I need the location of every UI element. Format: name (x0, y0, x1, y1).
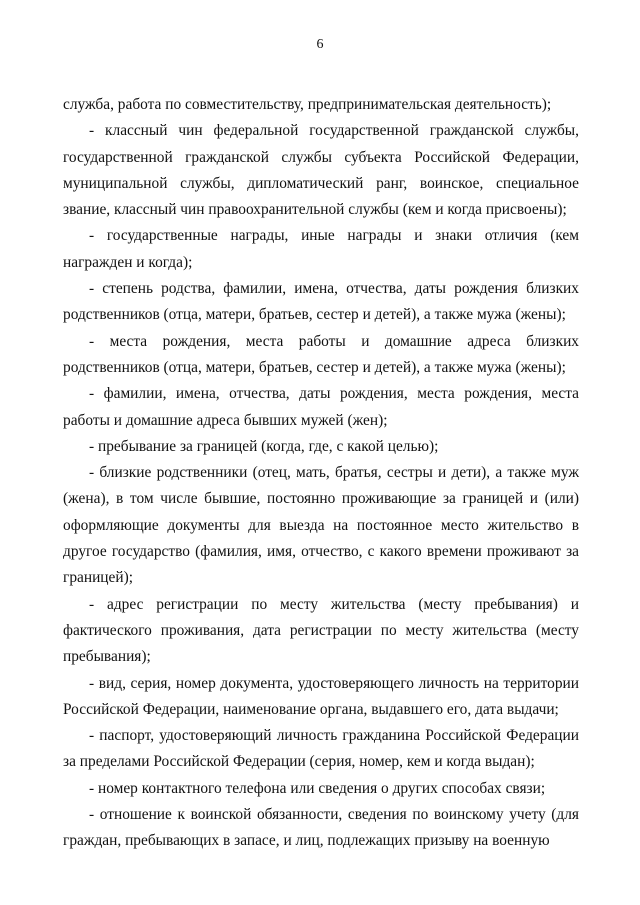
paragraph-contact-phone: - номер контактного телефона или сведения о других способах связи; (89, 779, 546, 797)
paragraph-relatives-kinship: - степень родства, фамилии, имена, отчества, даты рождения близких родственников (отца, матери, братьев, сестер и детей), а также мужа (жены); (63, 280, 579, 324)
paragraph-state-awards: - государственные награды, иные награды и знаки отличия (кем награжден и когда); (63, 227, 579, 271)
paragraph-former-spouses: - фамилии, имена, отчества, даты рождения, места рождения, места работы и домашние адреса бывших мужей (жен); (63, 385, 579, 429)
paragraph-registration-address: - адрес регистрации по месту жительства (месту пребывания) и фактического проживания, дата регистрации по месту жительства (месту пребывания); (63, 595, 579, 666)
paragraph-continuation: служба, работа по совместительству, предпринимательская деятельность); (63, 96, 552, 113)
paragraph-military-duty: - отношение к воинской обязанности, сведения по воинскому учету (для граждан, пребывающих в запасе, и лиц, подлежащих призыву на военную (63, 806, 579, 850)
paragraph-class-rank: - классный чин федеральной государственной гражданской службы, государственной гражданской службы субъекта Российской Федерации, муниципальной службы, дипломатический ранг, воинское, специальное звание, классный чин правоохранительной службы (кем и когда присвоены); (63, 122, 579, 219)
paragraph-identity-document: - вид, серия, номер документа, удостоверяющего личность на территории Российской Федерации, наименование органа, выдавшего его, дата выдачи; (63, 674, 579, 718)
paragraph-stay-abroad: - пребывание за границей (когда, где, с какой целью); (89, 437, 439, 455)
paragraph-relatives-abroad: - близкие родственники (отец, мать, братья, сестры и дети), а также муж (жена), в том числе бывшие, постоянно проживающие за границей и (или) оформляющие документы для выезда на постоянное место жительство в другое государство (фамилия, имя, отчество, с какого времени проживают за границей); (63, 464, 579, 587)
paragraph-foreign-passport: - паспорт, удостоверяющий личность гражданина Российской Федерации за пределами Российской Федерации (серия, номер, кем и когда выдан); (63, 727, 579, 771)
page-number: 6 (316, 37, 324, 52)
paragraph-relatives-addresses: - места рождения, места работы и домашние адреса близких родственников (отца, матери, братьев, сестер и детей), а также мужа (жены); (63, 332, 579, 376)
document-body (63, 92, 579, 855)
